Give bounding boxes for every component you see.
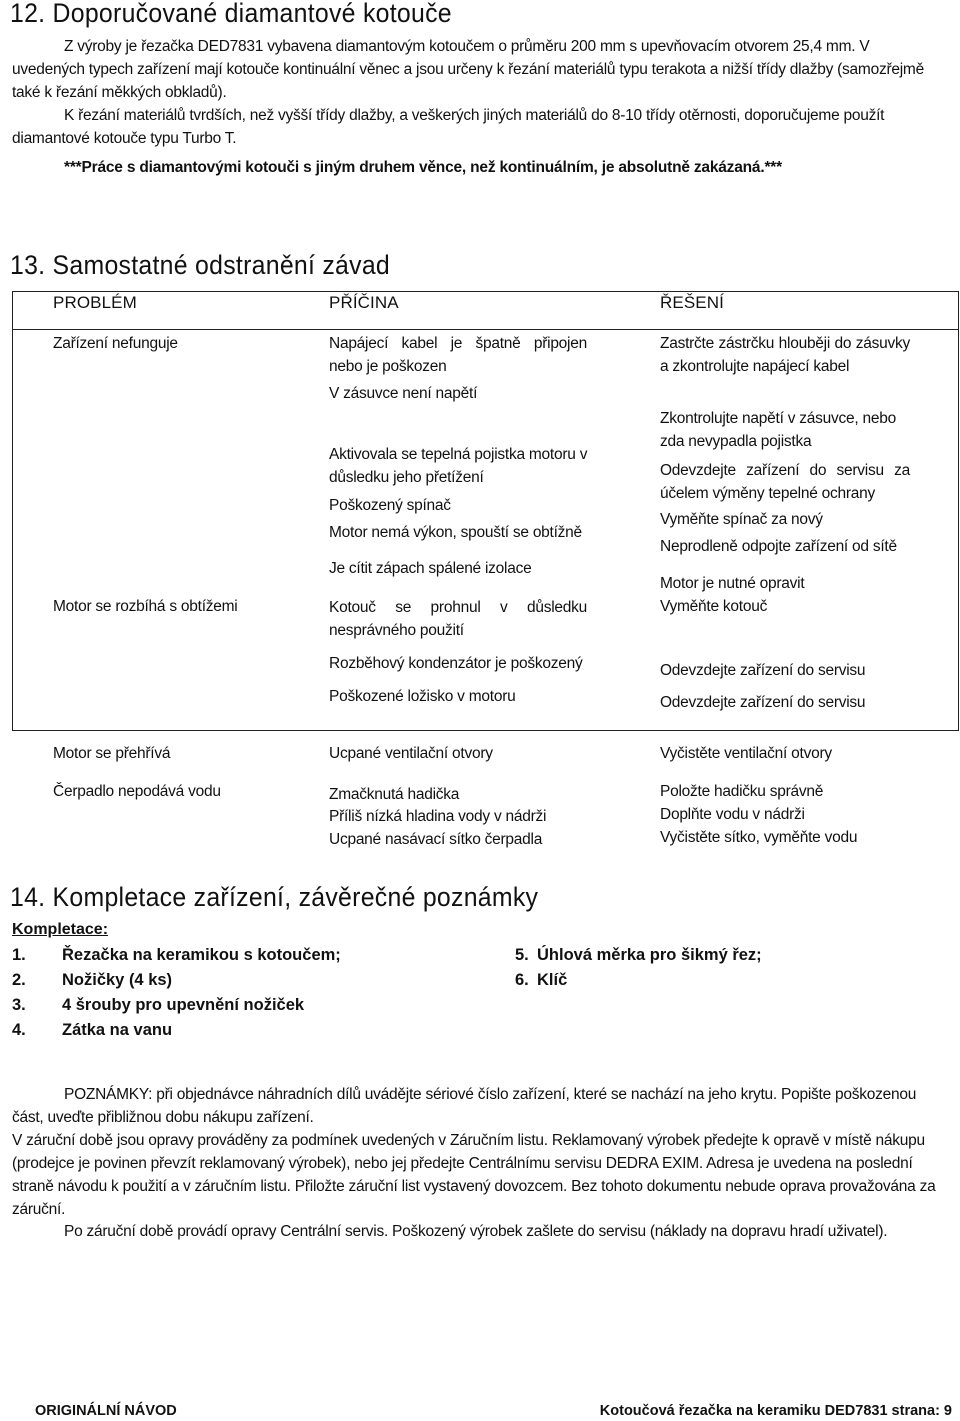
cause-cell: Ucpané nasávací sítko čerpadla xyxy=(329,831,543,848)
cause-cell: Kotouč se prohnul v důsledku nesprávného použití xyxy=(329,599,587,639)
solution-cell: Vyměňte kotouč xyxy=(660,598,768,615)
warning-note: ***Práce s diamantovými kotouči s jiným druhem věnce, než kontinuálním, je absolutně zakázaná.*** xyxy=(64,159,782,176)
footer-right: Kotoučová řezačka na keramiku DED7831 strana: 9 xyxy=(599,1403,952,1419)
solution-cell: Vyčistěte sítko, vyměňte vodu xyxy=(660,829,858,846)
section-12-paragraph-1: Z výroby je řezačka DED7831 vybavena diamantovým kotoučem o průměru 200 mm s upevňovacím otvorem 25,4 mm. V uvedených typech zařízení mají kotouče kontinuální věnec a jsou určeny k řezání materiálů typu terakota a nižší třídy dlažby (samozřejmě také k řezání měkkých obkladů). xyxy=(12,38,924,101)
list-item: 1. Řezačka na keramikou s kotoučem; xyxy=(12,946,341,964)
cause-cell: Poškozené ložisko v motoru xyxy=(329,688,516,705)
cause-cell: Ucpané ventilační otvory xyxy=(329,745,493,762)
notes-paragraph-3: Po záruční době provádí opravy Centrální servis. Poškozený výrobek zašlete do servisu (náklady na dopravu hradí uživatel). xyxy=(64,1223,888,1240)
table-header-divider xyxy=(12,329,959,330)
footer-left: ORIGINÁLNÍ NÁVOD xyxy=(35,1403,177,1419)
section-14-title: 14. Kompletace zařízení, závěrečné poznámky xyxy=(10,882,539,912)
cause-cell: Příliš nízká hladina vody v nádrži xyxy=(329,808,547,825)
problem-cell: Motor se přehřívá xyxy=(53,745,171,762)
cause-cell: V zásuvce není napětí xyxy=(329,385,478,402)
solution-cell: Vyčistěte ventilační otvory xyxy=(660,745,832,762)
cause-cell: Motor nemá výkon, spouští se obtížně xyxy=(329,524,582,541)
kompletace-subtitle: Kompletace: xyxy=(12,921,109,938)
solution-cell: Vyměňte spínač za nový xyxy=(660,511,823,528)
solution-cell: Doplňte vodu v nádrži xyxy=(660,806,805,823)
problem-cell: Zařízení nefunguje xyxy=(53,335,178,352)
cause-cell: Rozběhový kondenzátor je poškozený xyxy=(329,655,583,672)
solution-cell: Odevzdejte zařízení do servisu za účelem výměny tepelné ochrany xyxy=(660,462,910,502)
problem-cell: Motor se rozbíhá s obtížemi xyxy=(53,598,238,615)
list-item: 2. Nožičky (4 ks) xyxy=(12,971,173,989)
cause-cell: Aktivovala se tepelná pojistka motoru v důsledku jeho přetížení xyxy=(329,446,588,486)
solution-cell: Odevzdejte zařízení do servisu xyxy=(660,662,866,679)
cause-cell: Je cítit zápach spálené izolace xyxy=(329,560,532,577)
section-13-title: 13. Samostatné odstranění závad xyxy=(10,250,391,280)
cause-cell: Zmačknutá hadička xyxy=(329,786,460,803)
list-item: 5. Úhlová měrka pro šikmý řez; xyxy=(515,946,762,964)
solution-cell: Odevzdejte zařízení do servisu xyxy=(660,694,866,711)
solution-cell: Zkontrolujte napětí v zásuvce, nebo zda nevypadla pojistka xyxy=(660,410,896,450)
section-12-paragraph-2: K řezání materiálů tvrdších, než vyšší třídy dlažby, a veškerých jiných materiálů do 8-10 třídy otěrnosti, doporučujeme použít diamantové kotouče typu Turbo T. xyxy=(12,107,885,147)
column-header-problem: PROBLÉM xyxy=(53,293,137,312)
cause-cell: Poškozený spínač xyxy=(329,497,451,514)
notes-paragraph-2: V záruční době jsou opravy prováděny za podmínek uvedených v Záručním listu. Reklamovaný výrobek předejte k opravě v místě nákupu (prodejce je povinen převzít reklamovaný výrobek), nebo jej předejte Centrálnímu servisu DEDRA EXIM. Adresa je uvedena na poslední straně návodu k použití a v záručním listu. Přiložte záruční list vystavený dovozcem. Bez tohoto dokumentu nebude oprava provažována za záruční. xyxy=(12,1132,936,1218)
solution-cell: Zastrčte zástrčku hlouběji do zásuvky a zkontrolujte napájecí kabel xyxy=(660,335,910,375)
cause-cell: Napájecí kabel je špatně připojen nebo je poškozen xyxy=(329,335,587,375)
section-12-title: 12. Doporučované diamantové kotouče xyxy=(10,0,452,28)
list-item: 6. Klíč xyxy=(515,971,568,989)
column-header-solution: ŘEŠENÍ xyxy=(660,293,724,312)
solution-cell: Motor je nutné opravit xyxy=(660,575,805,592)
solution-cell: Položte hadičku správně xyxy=(660,783,824,800)
problem-cell: Čerpadlo nepodává vodu xyxy=(53,783,221,800)
notes-paragraph-1: POZNÁMKY: při objednávce náhradních dílů uvádějte sériové číslo zařízení, které se nachází na jeho krytu. Popište poškozenou část, uveďte přibližnou dobu nákupu zařízení. xyxy=(12,1086,917,1126)
column-header-cause: PŘÍČINA xyxy=(329,293,399,312)
list-item: 3. 4 šrouby pro upevnění nožiček xyxy=(12,996,305,1014)
solution-cell: Neprodleně odpojte zařízení od sítě xyxy=(660,538,897,555)
list-item: 4. Zátka na vanu xyxy=(12,1021,173,1039)
